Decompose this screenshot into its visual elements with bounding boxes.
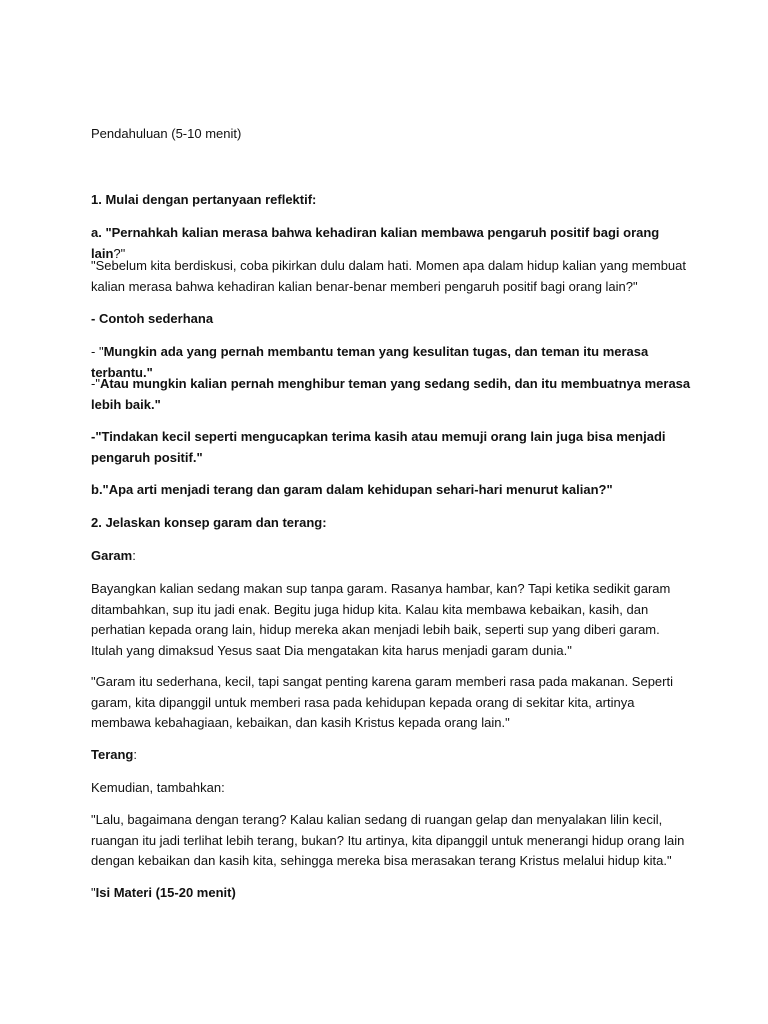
title-text: Pendahuluan (5-10 menit) (91, 126, 242, 141)
paragraph-line: "Lalu, bagaimana dengan terang? Kalau kalian sedang di ruangan gelap dan menyalakan lilin kecil, (91, 812, 663, 827)
salt-label-text: Garam (91, 548, 133, 563)
paragraph-line: "Garam itu sederhana, kecil, tapi sangat penting karena garam memberi rasa pada makanan. Seperti (91, 674, 673, 689)
intro-line: "Sebelum kita berdiskusi, coba pikirkan dulu dalam hati. Momen apa dalam hidup kalian yang membuat (91, 258, 686, 273)
heading-prefix: " (91, 885, 96, 900)
example-prefix: - " (91, 344, 104, 359)
question-b-text: b."Apa arti menjadi terang dan garam dalam kehidupan sehari-hari menurut kalian?" (91, 482, 613, 497)
example-item (91, 427, 666, 468)
example-text: Mungkin ada yang pernah membantu teman yang kesulitan tugas, dan teman itu merasa terbantu." (91, 344, 649, 380)
instruction-line (91, 778, 225, 799)
section-title (91, 124, 241, 145)
light-label-text: Terang (91, 747, 134, 762)
paragraph-line: dengan kebaikan dan kasih kita, sehingga mereka bisa merasakan terang Kristus melalui hidup kita." (91, 853, 672, 868)
salt-paragraph-1 (91, 579, 670, 661)
light-paragraph (91, 810, 684, 872)
heading-text: 1. Mulai dengan pertanyaan reflektif: (91, 192, 317, 207)
example-text: pengaruh positif." (91, 449, 203, 465)
heading-main-content (91, 883, 236, 904)
instruction-text: Kemudian, tambahkan: (91, 780, 225, 795)
intro-paragraph (91, 256, 686, 297)
example-prefix: -" (91, 376, 100, 391)
paragraph-line: perhatian kepada orang lain, hidup mereka akan menjadi lebih baik, seperti sup yang diberi garam. (91, 622, 660, 637)
salt-label-colon: : (132, 548, 136, 563)
examples-heading-text: - Contoh sederhana (91, 311, 214, 326)
example-item (91, 374, 690, 415)
paragraph-line: garam, kita dipanggil untuk memberi rasa pada kehidupan kepada orang di sekitar kita, artinya (91, 694, 635, 710)
heading-text: 2. Jelaskan konsep garam dan terang: (91, 515, 327, 530)
example-text: Atau mungkin kalian pernah menghibur teman yang sedang sedih, dan itu membuatnya merasa (99, 376, 691, 391)
heading-salt-light-concept (91, 513, 327, 534)
question-a-tail: ?" (113, 245, 126, 261)
paragraph-line: ruangan itu jadi terlihat lebih terang, bukan? Itu artinya, kita dipanggil untuk menerangi hidup orang lain (91, 832, 685, 848)
heading-text: Isi Materi (15-20 menit) (95, 885, 236, 900)
paragraph-line: Itulah yang dimaksud Yesus saat Dia mengatakan kita harus menjadi garam dunia." (91, 642, 572, 658)
label-salt (91, 546, 136, 567)
heading-examples (91, 309, 213, 330)
question-a-text: a. "Pernahkah kalian merasa bahwa kehadiran kalian membawa pengaruh positif bagi orang lain (91, 225, 660, 261)
example-text: -"Tindakan kecil seperti mengucapkan terima kasih atau memuji orang lain juga bisa menjadi (91, 429, 666, 444)
question-b (91, 480, 613, 501)
salt-paragraph-2 (91, 672, 673, 734)
example-text: lebih baik." (91, 396, 161, 412)
paragraph-line: ditambahkan, sup itu jadi enak. Begitu juga hidup kita. Kalau kita membawa kebaikan, kasih, dan (91, 601, 649, 617)
paragraph-line: membawa kebahagiaan, kebaikan, dan kasih Kristus kepada orang lain." (91, 715, 510, 730)
intro-line: kalian merasa bahwa kehadiran kalian benar-benar memberi pengaruh positif bagi orang lain?" (91, 278, 638, 294)
light-label-colon: : (133, 747, 138, 762)
heading-reflective-questions (91, 190, 316, 211)
label-light (91, 745, 137, 766)
paragraph-line: Bayangkan kalian sedang makan sup tanpa garam. Rasanya hambar, kan? Tapi ketika sedikit garam (91, 581, 671, 596)
